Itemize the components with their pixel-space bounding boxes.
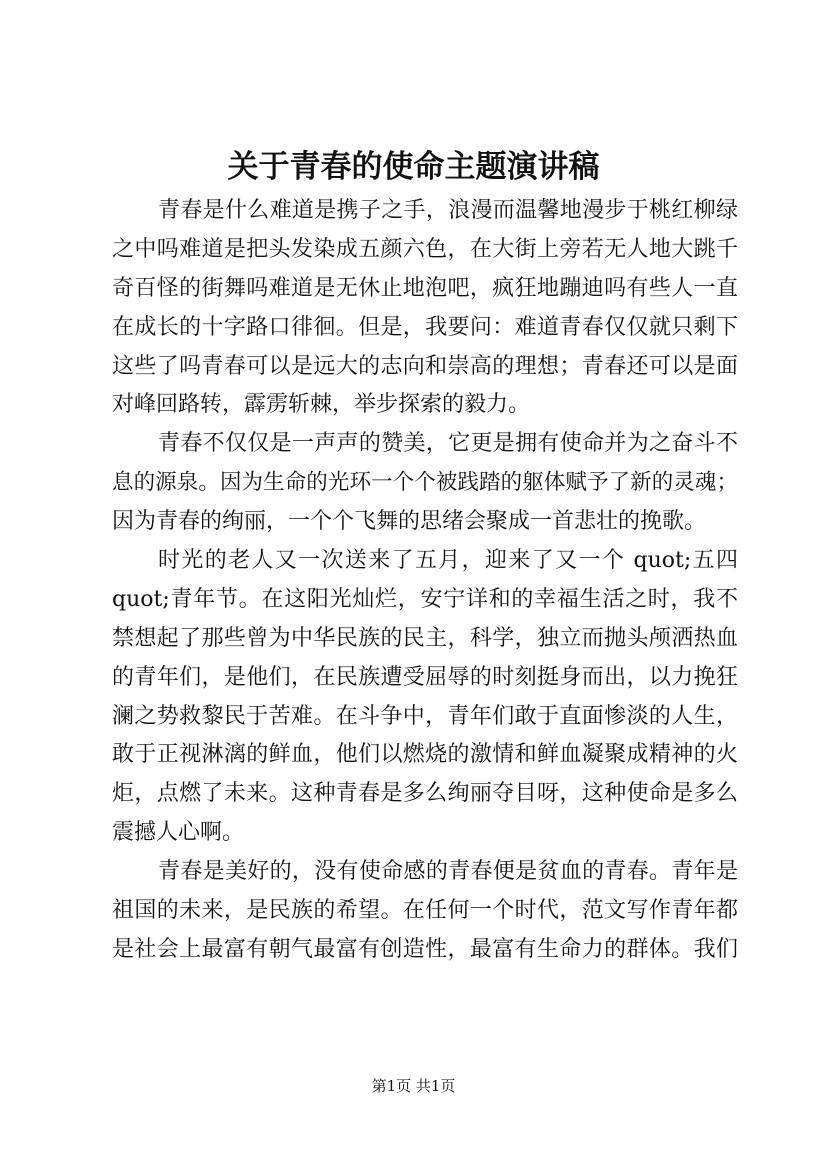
paragraph-line: 青春是什么难道是携子之手，浪漫而温馨地漫步于桃红柳绿 — [158, 198, 738, 223]
paragraph-line: 在成长的十字路口徘徊。但是，我要问：难道青春仅仅就只剩下 — [112, 314, 738, 340]
paragraph-line: 对峰回路转，霹雳斩棘，举步探索的毅力。 — [112, 392, 531, 418]
paragraph-line: 之中吗难道是把头发染成五颜六色，在大街上旁若无人地大跳千 — [112, 236, 738, 262]
paragraph-line: 青春是美好的，没有使命感的青春便是贫血的青春。青年是 — [158, 859, 738, 885]
paragraph-line: 澜之势救黎民于苦难。在斗争中，青年们敢于直面惨淡的人生， — [112, 703, 738, 729]
document-title: 关于青春的使命主题演讲稿 — [227, 149, 600, 185]
paragraph-line: quot;青年节。在这阳光灿烂，安宁详和的幸福生活之时，我不 — [112, 586, 738, 612]
document-body — [112, 192, 738, 970]
paragraph-line: 震撼人心啊。 — [112, 820, 245, 846]
paragraph-line: 息的源泉。因为生命的光环一个个被践踏的躯体赋予了新的灵魂； — [112, 470, 738, 496]
paragraph-line: 是社会上最富有朝气最富有创造性，最富有生命力的群体。我们 — [112, 936, 738, 962]
page-number-footer: 第1页 共1页 — [371, 1077, 456, 1095]
paragraph-line: 奇百怪的街舞吗难道是无休止地泡吧，疯狂地蹦迪吗有些人一直 — [112, 275, 738, 301]
paragraph-line: 禁想起了那些曾为中华民族的民主，科学，独立而抛头颅洒热血 — [112, 625, 738, 651]
paragraph-line: 这些了吗青春可以是远大的志向和崇高的理想；青春还可以是面 — [112, 353, 738, 379]
paragraph-line: 时光的老人又一次送来了五月，迎来了又一个 quot;五四 — [158, 548, 738, 574]
paragraph-line: 祖国的未来，是民族的希望。在任何一个时代，范文写作青年都 — [112, 898, 738, 924]
paragraph-line: 敢于正视淋漓的鲜血，他们以燃烧的激情和鲜血凝聚成精神的火 — [112, 742, 738, 768]
paragraph-line: 青春不仅仅是一声声的赞美，它更是拥有使命并为之奋斗不 — [158, 431, 738, 457]
paragraph-line: 因为青春的绚丽，一个个飞舞的思绪会聚成一首悲壮的挽歌。 — [112, 509, 707, 535]
paragraph-line: 炬，点燃了未来。这种青春是多么绚丽夺目呀，这种使命是多么 — [112, 781, 738, 807]
paragraph-line: 的青年们，是他们，在民族遭受屈辱的时刻挺身而出，以力挽狂 — [112, 664, 738, 690]
